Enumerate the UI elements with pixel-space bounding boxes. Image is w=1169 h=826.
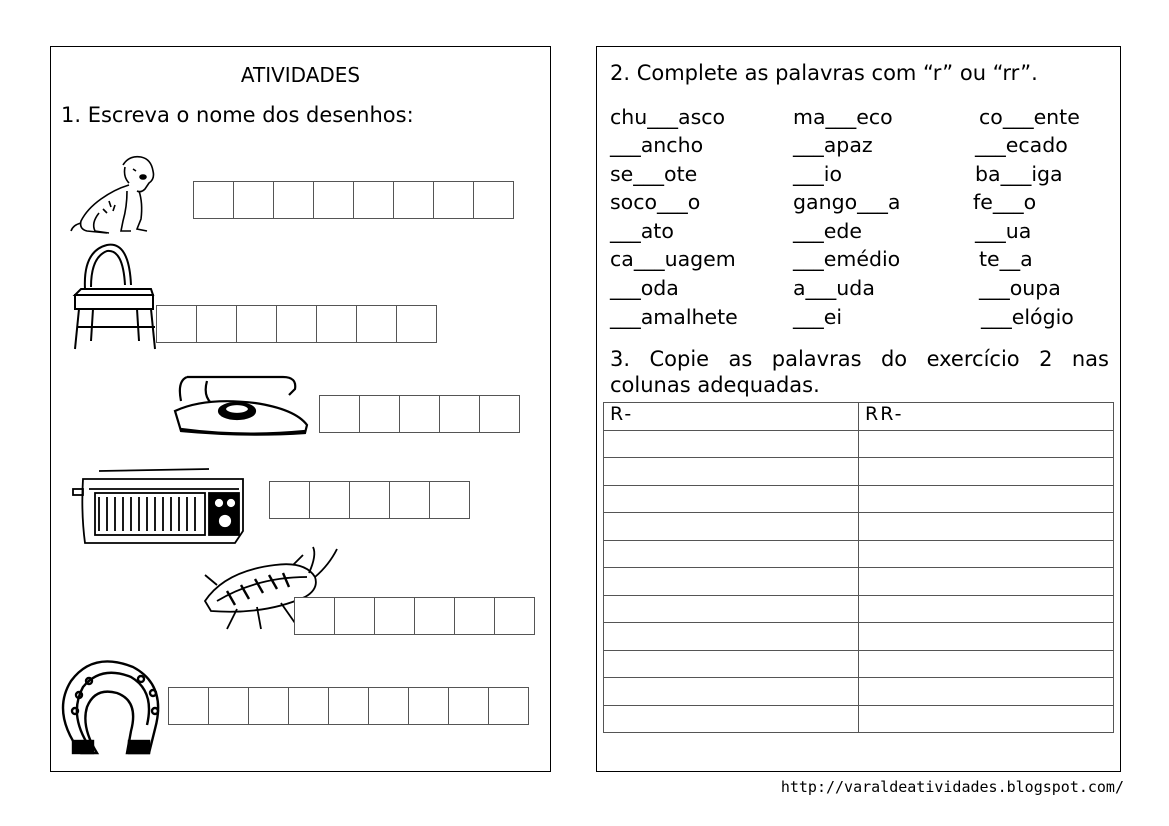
- table-cell[interactable]: [604, 540, 859, 568]
- left-panel: [50, 46, 551, 772]
- question-3-line-2: colunas adequadas.: [610, 373, 820, 397]
- word-item: gango___a: [793, 190, 901, 214]
- table-row: [604, 540, 1114, 568]
- question-3-line-1: 3. Copie as palavras do exercício 2 nas: [610, 347, 1109, 371]
- question-1: 1. Escreva o nome dos desenhos:: [61, 103, 414, 127]
- letter-box[interactable]: [353, 181, 394, 219]
- answer-boxes-4[interactable]: [270, 481, 470, 519]
- letter-box[interactable]: [439, 395, 480, 433]
- letter-box[interactable]: [276, 305, 317, 343]
- table-cell[interactable]: [859, 485, 1114, 513]
- letter-box[interactable]: [488, 687, 529, 725]
- letter-box[interactable]: [389, 481, 430, 519]
- letter-box[interactable]: [273, 181, 314, 219]
- table-cell[interactable]: [604, 458, 859, 486]
- table-row: [604, 485, 1114, 513]
- page-title: ATIVIDADES: [240, 63, 361, 87]
- letter-box[interactable]: [208, 687, 249, 725]
- word-item: ca___uagem: [610, 247, 736, 271]
- table-cell[interactable]: [859, 623, 1114, 651]
- word-item: ma___eco: [793, 105, 893, 129]
- letter-box[interactable]: [396, 305, 437, 343]
- letter-box[interactable]: [334, 597, 375, 635]
- answer-table: [603, 402, 1114, 733]
- word-item: ___ei: [793, 305, 843, 329]
- chair-icon: [69, 243, 159, 353]
- letter-box[interactable]: [408, 687, 449, 725]
- table-cell[interactable]: [859, 568, 1114, 596]
- table-cell[interactable]: [604, 430, 859, 458]
- right-panel: [596, 46, 1121, 772]
- iron-icon: [167, 367, 317, 447]
- table-cell[interactable]: [604, 595, 859, 623]
- letter-box[interactable]: [349, 481, 390, 519]
- answer-boxes-3[interactable]: [320, 395, 520, 433]
- radio-icon: [69, 465, 251, 547]
- letter-box[interactable]: [319, 395, 360, 433]
- word-item: ___ede: [793, 219, 862, 243]
- word-item: ___oupa: [979, 276, 1061, 300]
- letter-box[interactable]: [494, 597, 535, 635]
- letter-box[interactable]: [368, 687, 409, 725]
- table-row: [604, 513, 1114, 541]
- table-cell[interactable]: [859, 650, 1114, 678]
- word-item: ___ua: [975, 219, 1032, 243]
- letter-box[interactable]: [248, 687, 289, 725]
- letter-box[interactable]: [288, 687, 329, 725]
- table-cell[interactable]: [859, 678, 1114, 706]
- word-item: ___emédio: [793, 247, 901, 271]
- word-item: ba___iga: [975, 162, 1063, 186]
- answer-boxes-6[interactable]: [169, 687, 529, 725]
- letter-box[interactable]: [399, 395, 440, 433]
- letter-box[interactable]: [313, 181, 354, 219]
- letter-box[interactable]: [316, 305, 357, 343]
- word-item: chu___asco: [610, 105, 726, 129]
- table-cell[interactable]: [859, 595, 1114, 623]
- letter-box[interactable]: [309, 481, 350, 519]
- table-cell[interactable]: [604, 568, 859, 596]
- letter-box[interactable]: [359, 395, 400, 433]
- letter-box[interactable]: [156, 305, 197, 343]
- letter-box[interactable]: [414, 597, 455, 635]
- table-cell[interactable]: [859, 430, 1114, 458]
- letter-box[interactable]: [328, 687, 369, 725]
- table-cell[interactable]: [604, 705, 859, 733]
- letter-box[interactable]: [294, 597, 335, 635]
- word-item: ___apaz: [793, 133, 873, 157]
- word-item: se___ote: [610, 162, 698, 186]
- table-header-row: [604, 403, 1114, 431]
- letter-box[interactable]: [433, 181, 474, 219]
- letter-box[interactable]: [233, 181, 274, 219]
- letter-box[interactable]: [479, 395, 520, 433]
- word-item: te__a: [979, 247, 1033, 271]
- table-row: [604, 650, 1114, 678]
- table-row: [604, 595, 1114, 623]
- table-row: [604, 623, 1114, 651]
- answer-boxes-2[interactable]: [157, 305, 437, 343]
- letter-box[interactable]: [196, 305, 237, 343]
- column-header-rr: RR-: [859, 403, 1114, 431]
- word-item: soco___o: [610, 190, 701, 214]
- word-item: ___ecado: [975, 133, 1068, 157]
- letter-box[interactable]: [429, 481, 470, 519]
- table-row: [604, 705, 1114, 733]
- letter-box[interactable]: [393, 181, 434, 219]
- word-item: ___amalhete: [610, 305, 738, 329]
- answer-boxes-1[interactable]: [194, 181, 514, 219]
- word-item: ___io: [793, 162, 842, 186]
- word-item: fe___o: [973, 190, 1037, 214]
- letter-box[interactable]: [236, 305, 277, 343]
- word-item: ___ancho: [610, 133, 704, 157]
- table-cell[interactable]: [859, 540, 1114, 568]
- table-cell[interactable]: [604, 678, 859, 706]
- letter-box[interactable]: [448, 687, 489, 725]
- word-item: co___ente: [979, 105, 1080, 129]
- table-cell[interactable]: [604, 623, 859, 651]
- table-row: [604, 430, 1114, 458]
- word-item: a___uda: [793, 276, 875, 300]
- letter-box[interactable]: [454, 597, 495, 635]
- letter-box[interactable]: [168, 687, 209, 725]
- letter-box[interactable]: [374, 597, 415, 635]
- letter-box[interactable]: [473, 181, 514, 219]
- table-cell[interactable]: [859, 458, 1114, 486]
- word-item: ___ato: [610, 219, 674, 243]
- table-row: [604, 678, 1114, 706]
- question-2: 2. Complete as palavras com “r” ou “rr”.: [610, 61, 1038, 85]
- word-item: ___oda: [610, 276, 679, 300]
- table-cell[interactable]: [859, 705, 1114, 733]
- letter-box[interactable]: [193, 181, 234, 219]
- footer-url: http://varaldeatividades.blogspot.com/: [780, 778, 1124, 796]
- letter-box[interactable]: [269, 481, 310, 519]
- table-row: [604, 568, 1114, 596]
- dog-icon: [69, 151, 159, 235]
- letter-box[interactable]: [356, 305, 397, 343]
- table-row: [604, 458, 1114, 486]
- horseshoe-icon: [57, 657, 169, 759]
- table-cell[interactable]: [604, 513, 859, 541]
- word-item: ___elógio: [981, 305, 1074, 329]
- table-cell[interactable]: [604, 650, 859, 678]
- column-header-r: R-: [604, 403, 859, 431]
- answer-boxes-5[interactable]: [295, 597, 535, 635]
- table-cell[interactable]: [859, 513, 1114, 541]
- table-cell[interactable]: [604, 485, 859, 513]
